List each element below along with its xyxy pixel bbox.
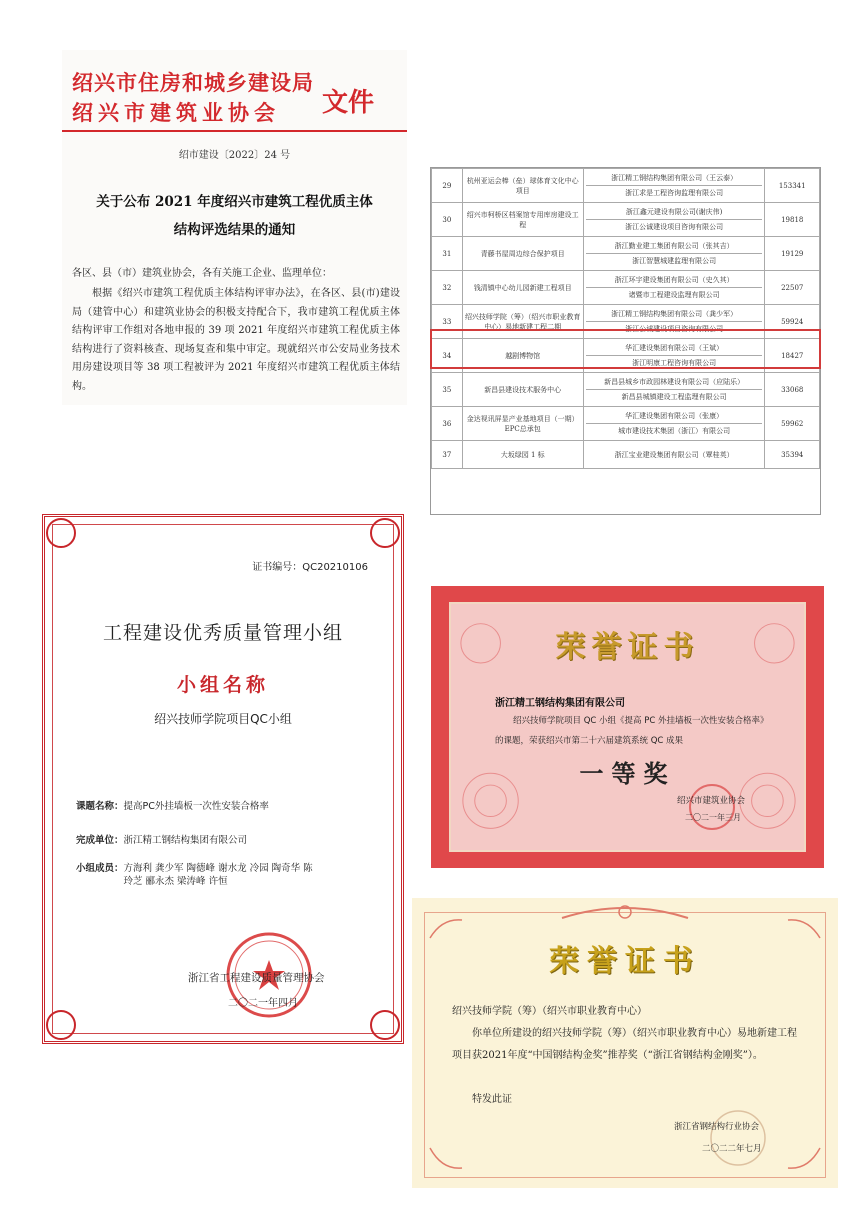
area-value: 59924 [765,305,820,339]
contractor-name: 浙江鑫元建设有限公司(谢庆伟) [625,208,723,216]
issue-date: 二〇二一年三月 [685,813,741,822]
unit-cell [583,441,765,469]
award-description: 的课题，荣获绍兴市第二十六届建筑系统 QC 成果 [495,736,684,746]
area-value: 22507 [765,271,820,305]
contractor-name: 浙江宝业建设集团有限公司（覃桂英） [614,450,734,459]
award-description: 你单位所建设的绍兴技师学院（筹）（绍兴市职业教育中心）易地新建工程项目获2021年度“中国钢结构金奖”推荐奖（“浙江省钢结构金刚奖”）。 [452,1028,797,1061]
red-seal-icon [687,782,737,832]
topic-field [76,798,269,812]
issuer-name: 浙江省工程建设质量管理协会 [188,972,325,984]
unit-value: 浙江精工钢结构集团有限公司 [123,835,248,846]
unit-label: 完成单位： [76,835,124,846]
unit-cell [583,407,765,441]
area-value: 33068 [765,373,820,407]
certificate-title: 荣誉证书 [549,944,701,979]
issue-date: 二〇二二年七月 [702,1144,762,1154]
area-value: 19129 [765,237,820,271]
unit-cell [583,203,765,237]
notice-document [62,50,407,405]
issuer-name: 浙江省钢结构行业协会 [674,1122,760,1132]
row-number: 31 [432,237,463,271]
notice-salutation: 各区、县（市）建筑业协会，各有关施工企业、监理单位： [72,268,332,279]
row-number: 37 [432,441,463,469]
row-number: 34 [432,339,463,373]
contractor-name: 华汇建设集团有限公司（王斌） [625,344,724,352]
supervisor-name: 浙江求是工程咨询监理有限公司 [586,185,763,200]
issuing-org-2: 绍兴市建筑业协会 [72,100,280,125]
supervisor-name: 浙江智慧城建监理有限公司 [586,253,763,268]
supervisor-name: 浙江公诚建设项目咨询有限公司 [586,219,763,234]
table-row [432,237,820,271]
corner-ornament [46,518,76,548]
area-value: 18427 [765,339,820,373]
project-name: 青藤书屋周边综合保护项目 [462,237,583,271]
project-name: 钱清镇中心幼儿园新建工程项目 [462,271,583,305]
supervisor-name: 浙江公诚建设项目咨询有限公司 [586,321,763,336]
cream-honor-certificate [412,898,838,1188]
issue-date: 二〇二一年四月 [228,998,298,1009]
document-number: 绍市建设〔2022〕24 号 [178,150,291,161]
unit-cell [583,237,765,271]
notice-body: 根据《绍兴市建筑工程优质主体结构评审办法》，在各区、县(市)建设局（建管中心）和建筑业协会的积极支持配合下，我市建筑工程优质主体结构评审工作组对各地申报的 39 项 2021 年度绍兴市建筑工程优质主体结构进行了资料核查、现场复查和集中审定。现就绍兴市公安局业务技术用房建设项目等 38 项工程被评为 2021 年度绍兴市建筑工程优质主体结构。 [72,288,400,392]
project-table [431,168,820,469]
corner-ornament [370,518,400,548]
supervisor-name: 城市建设技术集团（浙江）有限公司 [586,423,763,438]
table-row [432,441,820,469]
supervisor-name: 浙江明康工程咨询有限公司 [586,355,763,370]
topic-value: 提高PC外挂墙板一次性安装合格率 [123,801,269,812]
contractor-name: 浙江勤业建工集团有限公司（张其吉） [614,242,734,250]
area-value: 59962 [765,407,820,441]
supervisor-name: 诸暨市工程建设监理有限公司 [586,287,763,302]
awardee-name: 绍兴技师学院（筹）（绍兴市职业教育中心） [452,1006,647,1017]
contractor-name: 华汇建设集团有限公司（张康） [625,412,724,420]
document-type: 文件 [322,88,375,118]
contractor-name: 浙江精工钢结构集团有限公司（龚少军） [611,310,738,318]
row-number: 33 [432,305,463,339]
members-field [76,862,376,888]
project-name: 越剧博物馆 [462,339,583,373]
certificate-inner-frame [52,524,394,1034]
certificate-title: 荣誉证书 [555,630,700,665]
table-row [432,203,820,237]
issuing-org-1: 绍兴市住房和城乡建设局 [72,70,314,95]
area-value: 19818 [765,203,820,237]
awardee-company: 浙江精工钢结构集团有限公司 [495,698,625,709]
unit-field [76,832,247,846]
row-number: 36 [432,407,463,441]
qc-group-certificate [38,510,408,1048]
header-rule [62,130,407,132]
table-row [432,169,820,203]
row-number: 30 [432,203,463,237]
table-row [432,407,820,441]
project-name: 大坂绿园 1 标 [462,441,583,469]
notice-title-line-2: 结构评选结果的通知 [173,222,296,238]
unit-cell [583,271,765,305]
unit-cell [583,373,765,407]
area-value: 153341 [765,169,820,203]
seal-icon [708,1108,768,1168]
issuer-name: 绍兴市建筑业协会 [677,796,746,806]
unit-cell [583,169,765,203]
row-number: 29 [432,169,463,203]
project-name: 杭州亚运会棒（垒）球体育文化中心项目 [462,169,583,203]
contractor-name: 浙江环宇建设集团有限公司（史久其） [614,276,734,284]
certificate-title: 工程建设优秀质量管理小组 [102,622,343,644]
red-honor-certificate [431,586,824,868]
area-value: 35394 [765,441,820,469]
notice-title-line-1: 关于公布 2021 年度绍兴市建筑工程优质主体 [96,194,373,210]
members-value: 方海利 龚少军 陶德峰 谢水龙 冷园 陶奇华 陈玲芝 郦永杰 梁涛峰 许恒 [123,863,313,887]
project-name: 绍兴市柯桥区档案馆专用库房建设工程 [462,203,583,237]
group-name-label: 小组名称 [176,674,269,696]
row-number: 32 [432,271,463,305]
table-row [432,271,820,305]
contractor-name: 新昌县城乡市政园林建设有限公司（应陆乐） [604,378,745,386]
corner-ornament [370,1010,400,1040]
row-number: 35 [432,373,463,407]
table-row [432,373,820,407]
highlight-row-box [430,329,821,369]
supervisor-name: 新昌县城镇建设工程监理有限公司 [586,389,763,404]
topic-label: 课题名称： [76,801,124,812]
contractor-name: 浙江精工钢结构集团有限公司（王云泰） [611,174,738,182]
corner-ornament [46,1010,76,1040]
project-name: 金达视讯屏显产业基地项目（一期）EPC总承包 [462,407,583,441]
certificate-number: 证书编号：QC20210106 [252,562,368,573]
group-name: 绍兴技师学院项目QC小组 [154,712,292,726]
project-name: 绍兴技师学院（筹）（绍兴市职业教育中心）易地新建工程二期 [462,305,583,339]
award-subject: 绍兴技师学院项目 QC 小组《提高 PC 外挂墙板一次性安装合格率》 [513,716,769,726]
members-label: 小组成员： [76,863,124,874]
project-name: 新昌县建设技术服务中心 [462,373,583,407]
closing-phrase: 特发此证 [472,1094,512,1105]
prize-level: 一等奖 [579,759,676,788]
